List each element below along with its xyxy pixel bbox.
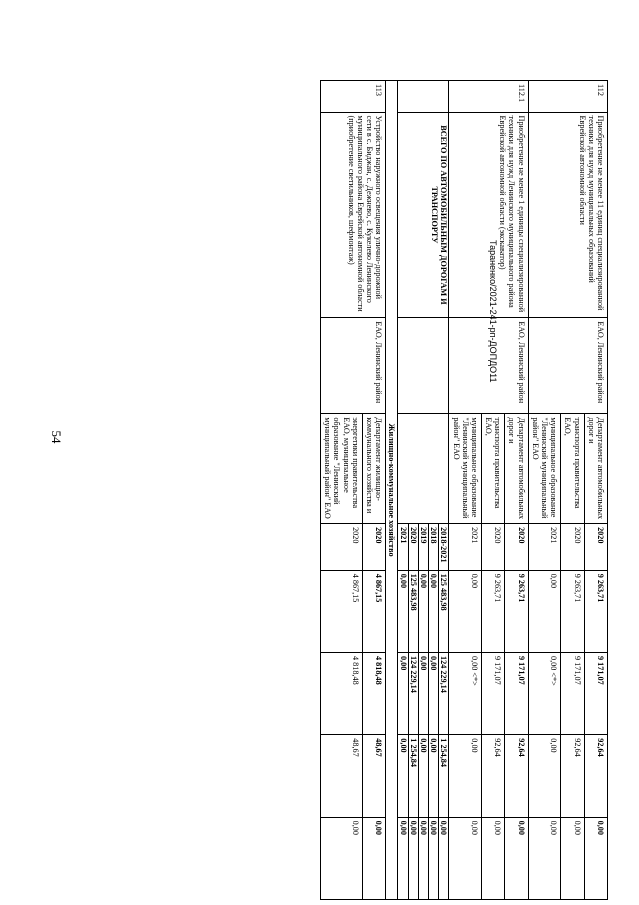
total-c2: 1 254,84	[408, 735, 418, 817]
table-row	[584, 81, 607, 900]
department: Департамент жилищно-коммунального хозяйства и	[362, 414, 385, 524]
regional-value: 48,67	[362, 735, 385, 817]
total-c2: 0,00	[429, 735, 439, 817]
total-c1: 124 229,14	[439, 653, 449, 735]
federal-value: 9 171,07	[505, 653, 528, 735]
total-c1: 0,00	[418, 653, 428, 735]
local-value: 0,00	[584, 817, 607, 899]
empty-cell	[398, 414, 449, 524]
federal-value: 4 818,48	[362, 653, 385, 735]
regional-value: 0,00	[528, 735, 561, 817]
table-row	[362, 81, 385, 900]
total-c2: 0,00	[418, 735, 428, 817]
budget-table	[320, 80, 608, 900]
local-value: 0,00	[561, 817, 584, 899]
total-year: 2018	[429, 524, 439, 571]
year: 2021	[449, 524, 482, 571]
local-value: 0,00	[505, 817, 528, 899]
federal-value: 9 171,07	[561, 653, 584, 735]
table-row	[505, 81, 528, 900]
section-title: Жилищно-коммунальное хозяйство	[386, 81, 398, 900]
total-c3: 0,00	[418, 817, 428, 899]
total-value: 4 867,15	[362, 570, 385, 652]
executor: ЕАО, Ленинский район	[449, 318, 528, 414]
department: энергетики правительства ЕАО, муниципальное образование "Ленинский муниципальный район" ЕАО	[321, 414, 363, 524]
total-row	[439, 81, 449, 900]
total-c3: 0,00	[408, 817, 418, 899]
total-year: 2019	[418, 524, 428, 571]
total-c3: 0,00	[398, 817, 408, 899]
regional-value: 92,64	[481, 735, 504, 817]
total-total: 0,00	[418, 570, 428, 652]
federal-value: 0,00 <*>	[528, 653, 561, 735]
year: 2020	[362, 524, 385, 571]
total-c3: 0,00	[439, 817, 449, 899]
federal-value: 0,00 <*>	[449, 653, 482, 735]
row-number: 113	[321, 81, 386, 113]
department: транспорта правительства ЕАО,	[481, 414, 504, 524]
total-total: 0,00	[429, 570, 439, 652]
row-number: 112	[528, 81, 607, 113]
year: 2020	[321, 524, 363, 571]
total-value: 9 263,71	[561, 570, 584, 652]
department: муниципальное образование "Ленинский муниципальный район" ЕАО	[449, 414, 482, 524]
regional-value: 48,67	[321, 735, 363, 817]
total-total: 125 483,98	[439, 570, 449, 652]
total-total: 0,00	[398, 570, 408, 652]
local-value: 0,00	[449, 817, 482, 899]
year: 2020	[584, 524, 607, 571]
measure-name: Приобретение не менее 11 единиц специализированной техники для нужд муниципальных образований Еврейской автономной области	[528, 112, 607, 318]
department: муниципальное образование "Ленинский муниципальный район" ЕАО	[528, 414, 561, 524]
federal-value: 9 171,07	[481, 653, 504, 735]
total-value: 9 263,71	[505, 570, 528, 652]
total-c1: 0,00	[398, 653, 408, 735]
total-value: 0,00	[449, 570, 482, 652]
department: транспорта правительства ЕАО,	[561, 414, 584, 524]
local-value: 0,00	[362, 817, 385, 899]
total-value: 4 867,15	[321, 570, 363, 652]
total-year: 2020	[408, 524, 418, 571]
federal-value: 9 171,07	[584, 653, 607, 735]
page-number: 54	[49, 430, 64, 444]
total-year: 2018-2021	[439, 524, 449, 571]
total-c1: 124 229,14	[408, 653, 418, 735]
budget-table-rotated	[74, 80, 608, 900]
regional-value: 92,64	[584, 735, 607, 817]
total-c2: 0,00	[398, 735, 408, 817]
measure-name: Устройство наружного освещения улично-дорожной сети в с. Биджан, с. Дежнево, с. Кукелево Ленинского муниципального района Еврейской автономной области (приобретение светильников, шефмонтаж)	[321, 112, 386, 318]
total-year: 2021	[398, 524, 408, 571]
executor: ЕАО, Ленинский район	[528, 318, 607, 414]
total-c3: 0,00	[429, 817, 439, 899]
total-value: 0,00	[528, 570, 561, 652]
year: 2020	[561, 524, 584, 571]
total-label: ВСЕГО ПО АВТОМОБИЛЬНЫМ ДОРОГАМ И ТРАНСПОРТУ	[398, 112, 449, 318]
regional-value: 92,64	[505, 735, 528, 817]
local-value: 0,00	[528, 817, 561, 899]
year: 2020	[481, 524, 504, 571]
empty-cell	[398, 318, 449, 414]
regional-value: 92,64	[561, 735, 584, 817]
department: Департамент автомобильных дорог и	[505, 414, 528, 524]
regional-value: 0,00	[449, 735, 482, 817]
executor: ЕАО, Ленинский район	[321, 318, 386, 414]
total-value: 9 263,71	[481, 570, 504, 652]
total-c1: 0,00	[429, 653, 439, 735]
year: 2021	[528, 524, 561, 571]
total-value: 9 263,71	[584, 570, 607, 652]
local-value: 0,00	[481, 817, 504, 899]
local-value: 0,00	[321, 817, 363, 899]
year: 2020	[505, 524, 528, 571]
department: Департамент автомобильных дорог и	[584, 414, 607, 524]
federal-value: 4 818,48	[321, 653, 363, 735]
section-header-row	[386, 81, 398, 900]
measure-name: Приобретение не менее 1 единицы специализированной техники для нужд Ленинского муниципального района Еврейской автономной области (экскаватор)	[449, 112, 528, 318]
total-c2: 1 254,84	[439, 735, 449, 817]
empty-cell	[398, 81, 449, 113]
total-total: 125 483,98	[408, 570, 418, 652]
document-reference: Тараненко/2021-241-рп-ДОПДО11	[488, 240, 498, 383]
row-number: 112.1	[449, 81, 528, 113]
